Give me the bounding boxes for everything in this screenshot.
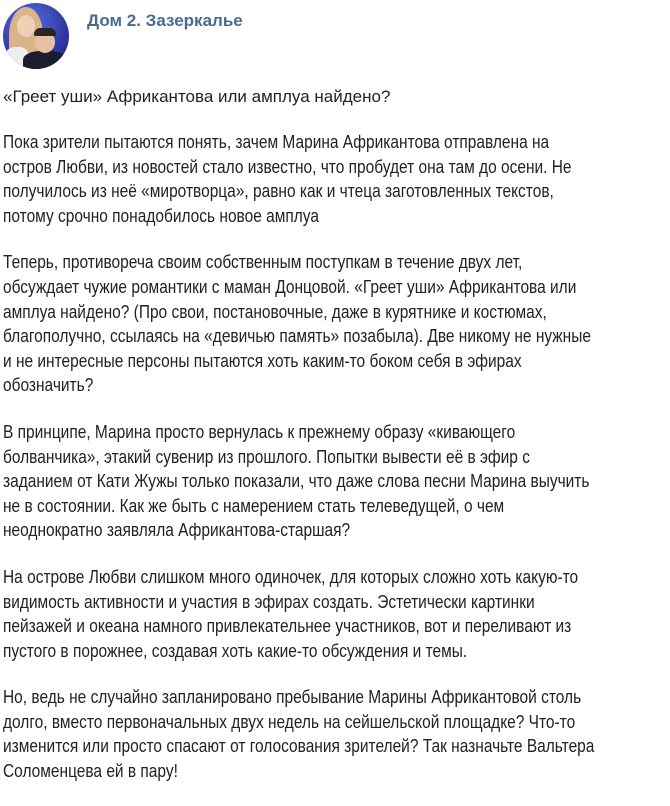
- paragraph-line: долго, вместо первоначальных двух недель на сейшельской площадке? Что-то: [3, 711, 576, 732]
- group-name-link[interactable]: Дом 2. Зазеркалье: [87, 11, 243, 30]
- paragraph-line: Соломенцева ей в пару!: [3, 761, 178, 782]
- paragraph-line: благополучно, ссылаясь на «девичью память» позабыла). Две никому не нужные: [3, 326, 591, 347]
- paragraph-line: заданием от Кати Жужы только показали, что даже слова песни Марина выучить: [3, 471, 590, 492]
- avatar-figure: [23, 51, 67, 69]
- paragraph-line: обозначить?: [3, 375, 94, 396]
- paragraph-line: Пока зрители пытаются понять, зачем Марина Африкантова отправлена на: [3, 132, 550, 152]
- paragraph-line: болванчика», этакий сувенир из прошлого. Попытки вывести её в эфир с: [3, 446, 530, 467]
- paragraph-line: Теперь, противореча своим собственным поступкам в течение двух лет,: [3, 252, 523, 273]
- post-paragraph: [3, 420, 670, 543]
- paragraph-line: амплуа найдено? (Про свои, постановочные, даже в курятнике и костюмах,: [3, 301, 547, 322]
- paragraph-line: и не интересные персоны пытаются хоть каким-то боком себя в эфирах: [3, 350, 522, 371]
- paragraph-line: неоднократно заявляла Африкантова-старшая?: [3, 520, 351, 541]
- post-paragraph: [3, 250, 670, 398]
- paragraph-line: пейзажей и океана намного привлекательнее участников, вот и переливают из: [3, 616, 572, 637]
- paragraph-line: видимость активности и участия в эфирах создать. Эстетически картинки: [3, 591, 535, 612]
- paragraph-line: потому срочно понадобилось новое амплуа: [3, 205, 319, 226]
- paragraph-line: остров Любви, из новостей стало известно, что пробудет она там до осени. Не: [3, 156, 572, 177]
- paragraph-line: На острове Любви слишком много одиночек, для которых сложно хоть какую-то: [3, 566, 579, 587]
- paragraph-line: не в состоянии. Как же быть с намерением стать телеведущей, о чем: [3, 495, 505, 516]
- avatar-figure: [17, 15, 35, 37]
- post-paragraph: [3, 685, 670, 783]
- paragraph-line: В принципе, Марина просто вернулась к прежнему образу «кивающего: [3, 421, 516, 442]
- paragraph-line: изменится или просто спасают от голосования зрителей? Так назначьте Вальтера: [3, 736, 595, 757]
- paragraph-line: Но, ведь не случайно запланировано пребывание Марины Африкантовой столь: [3, 687, 582, 708]
- group-avatar[interactable]: [3, 3, 69, 69]
- paragraph-line: обсуждает чужие романтики с маман Донцовой. «Греет уши» Африкантова или: [3, 276, 577, 297]
- post-paragraph: [3, 565, 670, 663]
- paragraph-line: пустого в порожнее, создавая хоть какие-то обсуждения и темы.: [3, 640, 468, 661]
- avatar-figure: [34, 28, 56, 36]
- post-paragraph: [3, 130, 670, 228]
- paragraph-line: получилось из неё «миротворца», равно как и чтеца заготовленных текстов,: [3, 181, 554, 202]
- post-title: «Греет уши» Африкантова или амплуа найдено?: [3, 87, 391, 106]
- post-body: [3, 130, 670, 806]
